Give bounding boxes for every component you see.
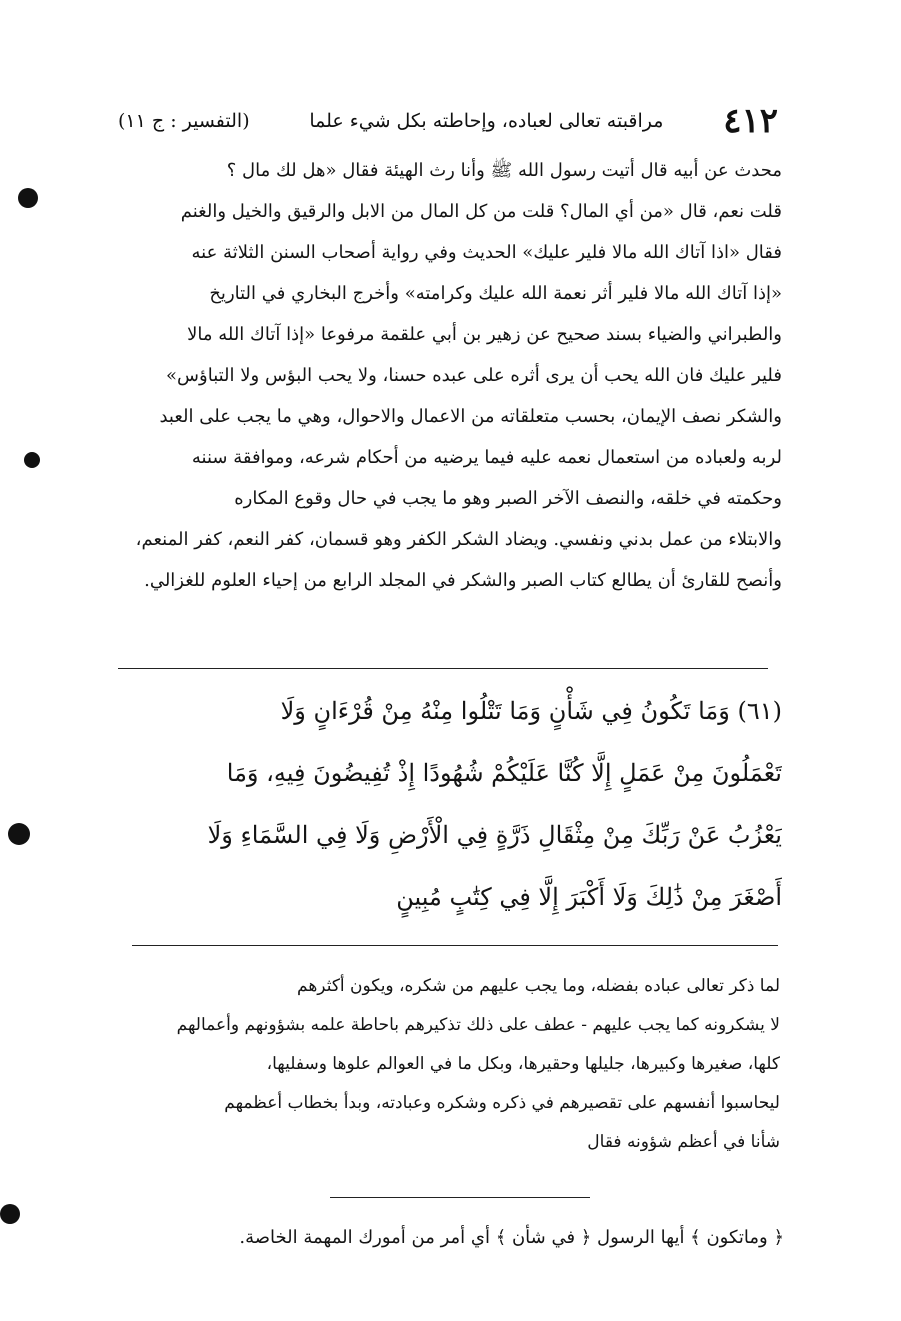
text-line: وأنصح للقارئ أن يطالع كتاب الصبر والشكر في المجلد الرابع من إحياء العلوم للغزالي. <box>144 570 782 591</box>
footnote <box>118 1215 784 1261</box>
verse-line: أَصْغَرَ مِنْ ذَٰلِكَ وَلَا أَكْبَرَ إِلَّا فِي كِتَٰبٍ مُبِينٍ <box>396 883 782 911</box>
footnote-line: ﴿ وماتكون ﴾ أيها الرسول ﴿ في شأن ﴾ أي أمر من أمورك المهمة الخاصة. <box>239 1227 784 1248</box>
scan-speck <box>18 188 38 208</box>
commentary-top <box>118 150 782 601</box>
verse-line: يَعْزُبُ عَنْ رَبِّكَ مِنْ مِثْقَالِ ذَرَّةٍ فِي الْأَرْضِ وَلَا فِي السَّمَاءِ وَلَا <box>207 821 782 849</box>
part-label: (التفسير : ج ١١) <box>118 110 250 132</box>
text-line: والابتلاء من عمل بدني ونفسي. ويضاد الشكر الكفر وهو قسمان، كفر النعم، كفر المنعم، <box>135 529 782 550</box>
text-line: ليحاسبوا أنفسهم على تقصيرهم في ذكره وشكره وعبادته، وبدأ بخطاب أعظمهم <box>224 1093 780 1113</box>
text-line: فقال «اذا آتاك الله مالا فلير عليك» الحديث وفي رواية أصحاب السنن الثلاثة عنه <box>191 242 782 263</box>
text-line: لما ذكر تعالى عباده بفضله، وما يجب عليهم من شكره، ويكون أكثرهم <box>297 976 780 996</box>
scan-speck <box>8 823 30 845</box>
page-number: ٤١٢ <box>723 101 778 141</box>
text-line: «إذا آتاك الله مالا فلير أثر نعمة الله عليك وكرامته» وأخرج البخاري في التاريخ <box>209 283 782 304</box>
scan-speck <box>24 452 40 468</box>
text-line: وحكمته في خلقه، والنصف الآخر الصبر وهو ما يجب في حال وقوع المكاره <box>234 488 782 509</box>
section-divider <box>132 945 778 946</box>
text-line: محدث عن أبيه قال أتيت رسول الله ﷺ وأنا رث الهيئة فقال «هل لك مال ؟ <box>226 160 782 181</box>
scan-speck <box>0 1204 20 1224</box>
text-line: قلت نعم، قال «من أي المال؟ قلت من كل المال من الابل والرقيق والخيل والغنم <box>180 201 782 222</box>
text-line: فلير عليك فان الله يحب أن يرى أثره على عبده حسنا، ولا يحب البؤس ولا التباؤس» <box>166 365 782 386</box>
quran-verse <box>110 680 782 928</box>
verse-line: (٦١) وَمَا تَكُونُ فِي شَأْنٍ وَمَا تَتْلُوا مِنْهُ مِنْ قُرْءَانٍ وَلَا <box>280 697 782 725</box>
commentary-bottom <box>122 967 780 1162</box>
text-line: لا يشكرونه كما يجب عليهم - عطف على ذلك تذكيرهم باحاطة علمه بشؤونهم وأعمالهم <box>176 1015 780 1035</box>
text-line: والطبراني والضياء بسند صحيح عن زهير بن أبي علقمة مرفوعا «إذا آتاك الله مالا <box>187 324 782 345</box>
text-line: والشكر نصف الإيمان، بحسب متعلقاته من الاعمال والاحوال، وهي ما يجب على العبد <box>159 406 782 427</box>
text-line: شأنا في أعظم شؤونه فقال <box>587 1132 780 1152</box>
text-line: كلها، صغيرها وكبيرها، جليلها وحقيرها، وبكل ما في العوالم علوها وسفليها، <box>266 1054 780 1074</box>
page-header <box>118 96 778 146</box>
running-title: مراقبته تعالى لعباده، وإحاطته بكل شيء علما <box>309 110 664 132</box>
section-divider <box>118 668 768 669</box>
text-line: لربه ولعباده من استعمال نعمه عليه فيما يرضيه من أحكام شرعه، وموافقة سننه <box>191 447 782 468</box>
footnote-divider <box>330 1197 590 1198</box>
verse-line: تَعْمَلُونَ مِنْ عَمَلٍ إِلَّا كُنَّا عَلَيْكُمْ شُهُودًا إِذْ تُفِيضُونَ فِيهِ، وَمَا <box>226 759 782 787</box>
